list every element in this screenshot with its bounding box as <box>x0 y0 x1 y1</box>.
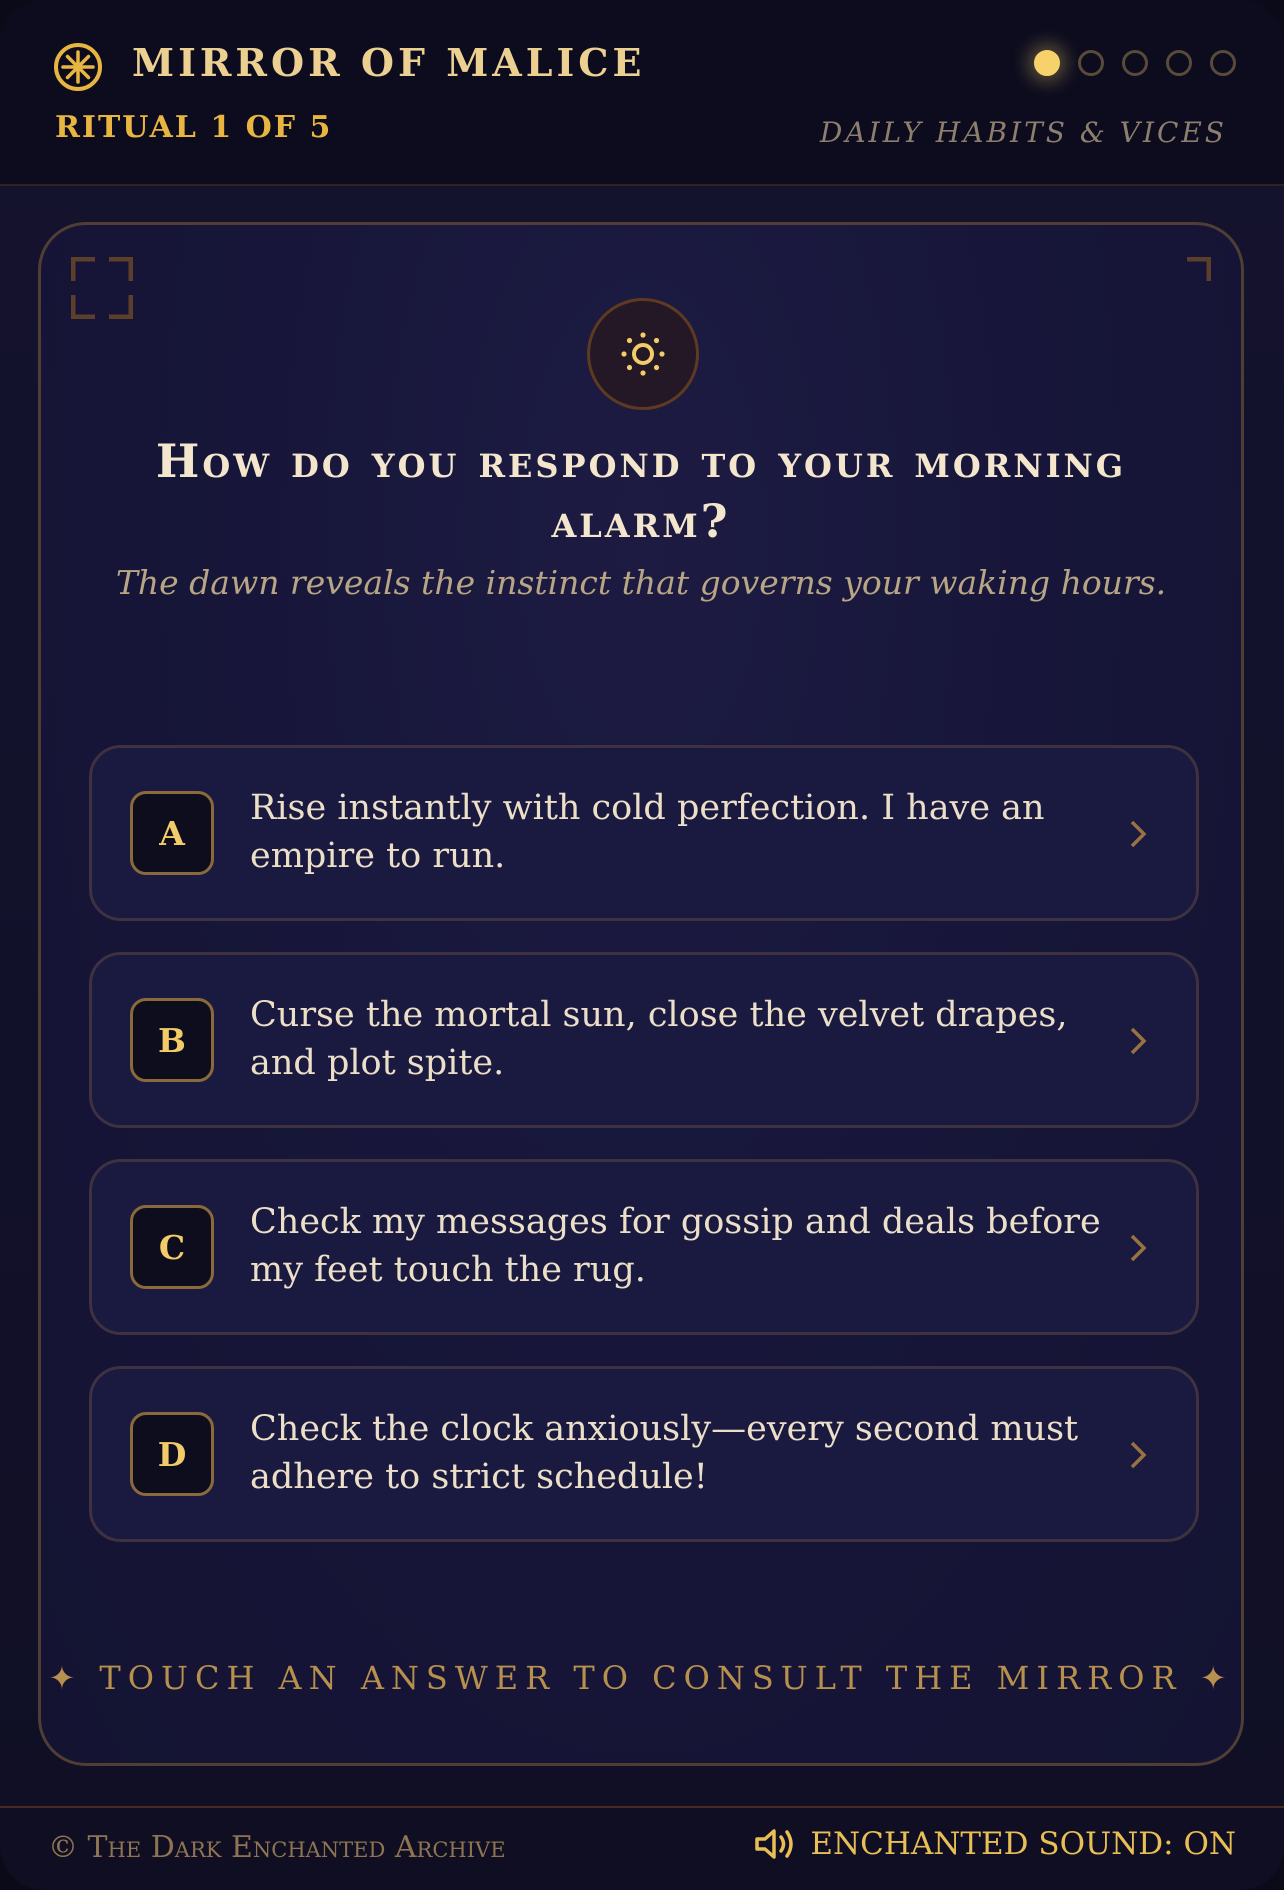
progress-dot-1 <box>1034 50 1060 76</box>
progress-dot-5 <box>1210 50 1236 76</box>
option-text: Curse the mortal sun, close the velvet drapes, and plot spite. <box>250 995 1068 1083</box>
speaker-icon <box>754 1826 798 1862</box>
progress-dot-3 <box>1122 50 1148 76</box>
compass-star-icon <box>52 41 104 93</box>
chevron-right-icon <box>1128 1025 1148 1057</box>
progress-dot-2 <box>1078 50 1104 76</box>
question-title: How do you respond to your morning alarm? <box>155 434 1127 548</box>
progress-dot-4 <box>1166 50 1192 76</box>
answer-option-c[interactable] <box>89 1159 1199 1335</box>
question-card <box>38 222 1244 1766</box>
option-letter-badge: A <box>130 791 214 875</box>
progress-dots <box>1034 50 1236 76</box>
option-text: Rise instantly with cold perfection. I have an empire to run. <box>250 788 1045 876</box>
ritual-counter: RITUAL 1 OF 5 <box>55 110 333 145</box>
header <box>0 0 1284 186</box>
corner-ornament-icon <box>1185 257 1211 283</box>
corner-ornament-icon <box>71 257 133 319</box>
instruction-hint: ✦ TOUCH AN ANSWER TO CONSULT THE MIRROR ✦ <box>48 1659 1234 1697</box>
option-letter-badge: D <box>130 1412 214 1496</box>
answer-option-a[interactable] <box>89 745 1199 921</box>
sound-toggle[interactable] <box>754 1826 1236 1862</box>
footer <box>0 1806 1284 1890</box>
copyright-text: © The Dark Enchanted Archive <box>48 1830 506 1865</box>
chevron-right-icon <box>1128 1232 1148 1264</box>
chevron-right-icon <box>1128 818 1148 850</box>
sound-label: ENCHANTED SOUND: ON <box>810 1826 1236 1862</box>
option-text: Check the clock anxiously—every second must adhere to strict schedule! <box>250 1409 1079 1497</box>
chevron-right-icon <box>1128 1439 1148 1471</box>
option-letter-badge: C <box>130 1205 214 1289</box>
category-label: DAILY HABITS & VICES <box>819 116 1227 149</box>
answer-option-d[interactable] <box>89 1366 1199 1542</box>
option-text: Check my messages for gossip and deals before my feet touch the rug. <box>250 1202 1101 1290</box>
option-letter-badge: B <box>130 998 214 1082</box>
app-title: MIRROR OF MALICE <box>132 40 646 85</box>
answer-option-b[interactable] <box>89 952 1199 1128</box>
sun-icon <box>587 298 699 410</box>
question-subtitle: The dawn reveals the instinct that governs your waking hours. <box>115 563 1167 602</box>
